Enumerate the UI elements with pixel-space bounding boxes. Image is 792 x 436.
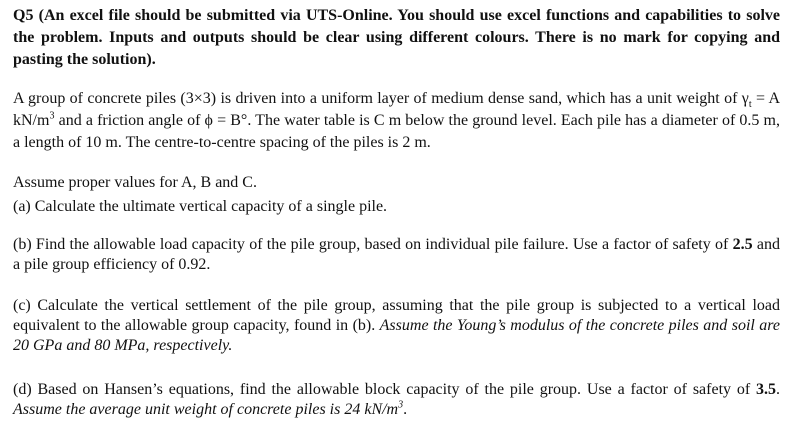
question-part-d bbox=[13, 380, 780, 420]
intro-text-1: A group of concrete piles (3×3) is driven into a uniform layer of medium dense sand, which has a unit weight of bbox=[13, 90, 742, 107]
cube-superscript: 3 bbox=[49, 110, 55, 122]
part-d-text-2: . bbox=[776, 381, 780, 398]
question-heading: Q5 (An excel file should be submitted via UTS-Online. You should use excel functions and capabilities to solve the problem. Inputs and outputs should be clear using different colours. There is no mark for copying and pasting the solution). bbox=[13, 7, 780, 68]
part-d-assumption bbox=[13, 401, 403, 418]
gamma-subscript: t bbox=[748, 99, 752, 111]
part-d-cube-superscript: 3 bbox=[398, 399, 404, 411]
part-c-assumption: Assume the Young’s modulus of the concrete piles and soil are 20 GPa and 80 MPa, respectively. bbox=[13, 317, 781, 354]
part-d-text-1: (d) Based on Hansen’s equations, find the allowable block capacity of the pile group. Use a factor of safety of bbox=[13, 381, 756, 398]
question-part-b bbox=[13, 235, 780, 275]
part-d-safety-factor: 3.5 bbox=[756, 381, 776, 398]
intro-text-2: = A kN/m bbox=[13, 90, 780, 129]
part-d-end: . bbox=[403, 401, 408, 418]
part-c-text: (c) Calculate the vertical settlement of the pile group, assuming that the pile group is subjected to a vertical load equivalent to the allowable group capacity, found in (b). bbox=[13, 297, 780, 334]
part-d-assumption-text: Assume the average unit weight of concrete piles is 24 kN/m bbox=[13, 401, 399, 418]
part-b-text-2: and a pile group efficiency of 0.92. bbox=[13, 236, 780, 273]
assumption-note: Assume proper values for A, B and C. bbox=[13, 174, 257, 191]
problem-statement bbox=[13, 88, 780, 154]
question-part-c bbox=[13, 296, 780, 356]
part-b-text-1: (b) Find the allowable load capacity of the pile group, based on individual pile failure. Use a factor of safety of bbox=[13, 236, 733, 253]
intro-text-3: and a friction angle of ϕ = B°. The water table is C m below the ground level. Each pile has a diameter of 0.5 m, a length of 10 m. The centre-to-centre spacing of the piles is 2 m. bbox=[13, 112, 780, 151]
question-part-a: (a) Calculate the ultimate vertical capacity of a single pile. bbox=[13, 198, 388, 215]
gamma-symbol: γ bbox=[741, 90, 749, 107]
part-b-safety-factor: 2.5 bbox=[732, 236, 753, 253]
